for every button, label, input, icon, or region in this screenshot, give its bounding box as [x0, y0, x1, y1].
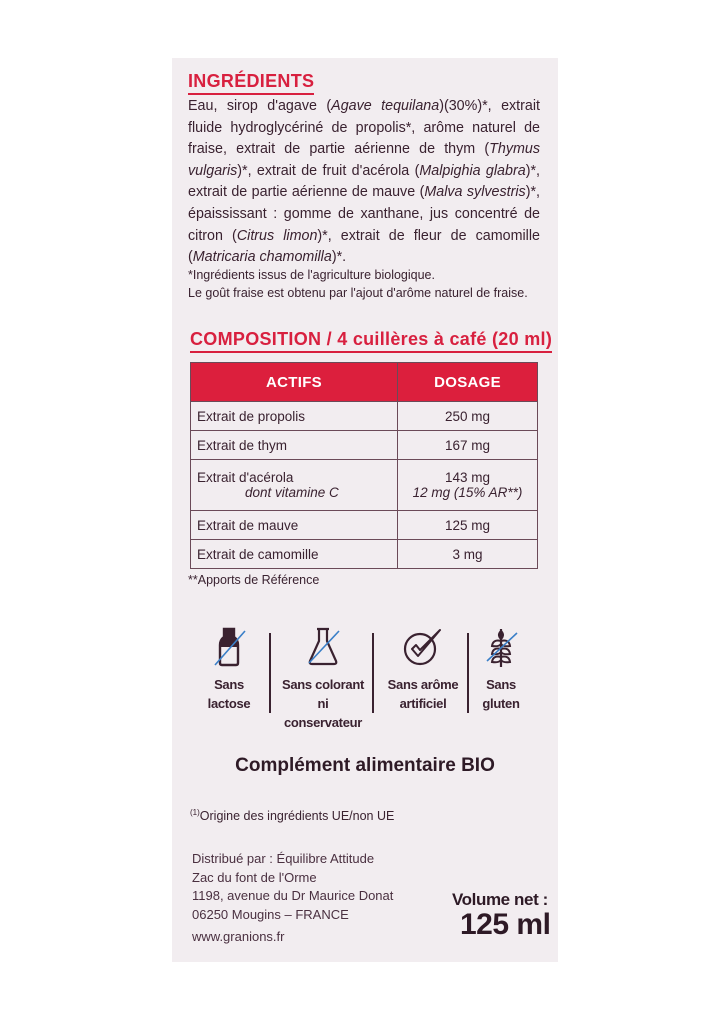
divider [269, 633, 271, 713]
claim-line2: lactose [207, 696, 251, 711]
ingredient-text: )*, extrait de partie aérienne de mauve ( [188, 162, 540, 201]
dosage-cell: 250 mg [398, 402, 538, 431]
claim-line1: Sans colorant [281, 677, 365, 692]
claim-line2: artificiel [399, 696, 447, 711]
claim-no-gluten [456, 625, 546, 713]
reference-footnote: **Apports de Référence [188, 573, 320, 587]
organic-footnote: *Ingrédients issus de l'agriculture biologique. [188, 268, 435, 282]
claim-line1: Sans [214, 677, 244, 692]
latin-name: Thymus vulgaris [188, 141, 540, 179]
no-gluten-wheat-icon [481, 625, 521, 669]
claim-line1: Sans arôme [387, 677, 459, 692]
dosage-cell: 125 mg [398, 511, 538, 540]
address-line: Distribué par : Équilibre Attitude [192, 851, 375, 866]
dosage-value: 143 mg [444, 470, 491, 485]
composition-title: COMPOSITION / 4 cuillères à café (20 ml) [190, 328, 552, 353]
dosage-cell: 167 mg [398, 431, 538, 460]
product-type: Complément alimentaire BIO [235, 755, 495, 776]
ingredient-text: )(30%)*, extrait fluide hydroglycériné de propolis*, arôme naturel de fraise, extrait de partie aérienne de thym ( [188, 98, 541, 158]
latin-name: Malva sylvestris [424, 184, 526, 201]
ingredient-text: Eau, sirop d'agave ( [188, 98, 332, 114]
table-header-row [191, 363, 538, 402]
ingredients-text [188, 96, 540, 269]
ingredient-text: )*, extrait de fleur de camomille ( [188, 227, 540, 266]
latin-name: Agave tequilana [331, 98, 440, 114]
actif-cell: Extrait de thym [191, 431, 398, 460]
origin-text: Origine des ingrédients UE/non UE [199, 809, 395, 824]
origin-sup: (1) [190, 808, 200, 817]
actif-cell: Extrait de camomille [191, 540, 398, 569]
divider [372, 633, 374, 713]
claim-line2: gluten [482, 696, 520, 711]
table-row [191, 540, 538, 569]
dosage-cell: 3 mg [398, 540, 538, 569]
actif-cell [191, 460, 398, 511]
table-row [191, 402, 538, 431]
actif-name: Extrait d'acérola [197, 470, 294, 485]
website-link[interactable]: www.granions.fr [192, 929, 285, 944]
address-line: 1198, avenue du Dr Maurice Donat [192, 888, 394, 903]
ingredient-text: )*. [331, 249, 347, 266]
ingredient-text: )*, épaississant : gomme de xanthane, jus concentré de citron ( [188, 184, 540, 244]
actif-sub-name: dont vitamine C [245, 485, 339, 500]
no-colorant-flask-icon [303, 625, 343, 669]
claim-no-lactose [184, 625, 274, 713]
column-header-dosage: DOSAGE [398, 363, 538, 402]
table-row [191, 431, 538, 460]
no-lactose-bottle-icon [209, 625, 249, 669]
distributor-address [192, 850, 393, 924]
actif-cell: Extrait de propolis [191, 402, 398, 431]
flavor-footnote: Le goût fraise est obtenu par l'ajout d'arôme naturel de fraise. [188, 286, 528, 300]
table-row [191, 460, 538, 511]
actif-cell: Extrait de mauve [191, 511, 398, 540]
origin-note [190, 808, 394, 823]
address-line: 06250 Mougins – FRANCE [192, 906, 349, 922]
composition-table [190, 362, 538, 569]
column-header-actifs: ACTIFS [191, 363, 398, 402]
dosage-cell [398, 460, 538, 511]
volume-label: Volume net : [452, 890, 548, 909]
volume-value: 125 ml [460, 908, 551, 941]
claim-line1: Sans [486, 677, 516, 692]
ingredient-text: )*, extrait de fruit d'acérola ( [237, 162, 420, 179]
latin-name: Matricaria chamomilla [192, 249, 332, 266]
ingredients-title: INGRÉDIENTS [188, 70, 314, 95]
claim-line2: ni conservateur [283, 696, 363, 730]
dosage-sub-value: 12 mg (15% AR**) [412, 485, 523, 500]
address-line: Zac du font de l'Orme [192, 869, 317, 885]
no-artificial-flavor-check-icon [401, 625, 445, 669]
latin-name: Citrus limon [236, 227, 318, 244]
table-row [191, 511, 538, 540]
claim-no-artificial-flavor [378, 625, 468, 713]
claim-no-colorant [277, 625, 369, 732]
claims-row [184, 625, 544, 730]
latin-name: Malpighia glabra [419, 162, 526, 179]
